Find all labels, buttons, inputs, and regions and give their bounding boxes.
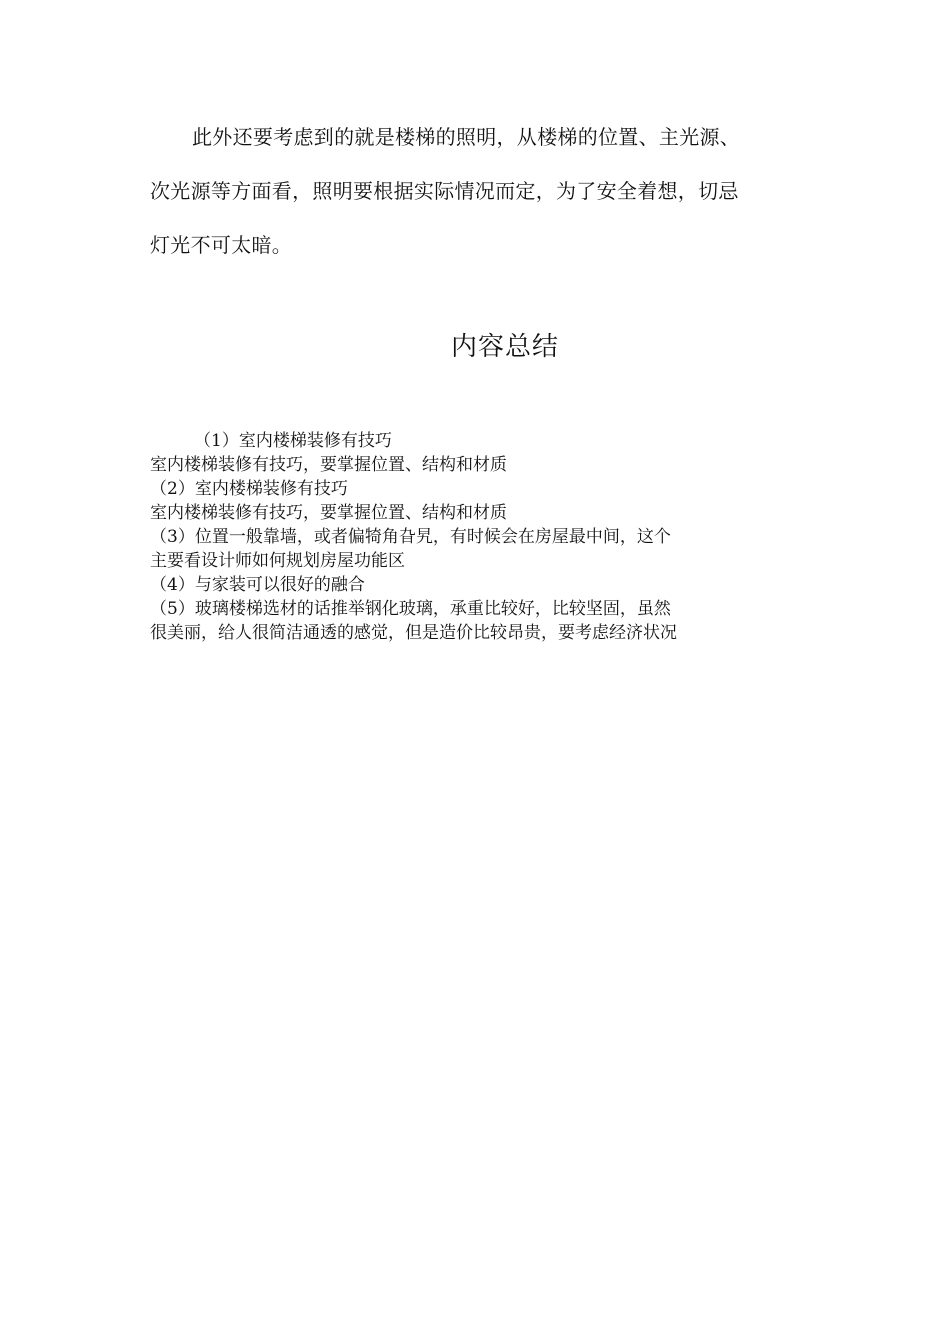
summary-line: 很美丽，给人很简洁通透的感觉，但是造价比较昂贵，要考虑经济状况 (150, 623, 677, 643)
summary-line: 室内楼梯装修有技巧，要掌握位置、结构和材质 (150, 455, 507, 475)
summary-line: （5）玻璃楼梯选材的话推举钢化玻璃，承重比较好，比较坚固，虽然 (150, 599, 671, 619)
summary-heading: 内容总结 (450, 332, 559, 362)
summary-line: （2）室内楼梯装修有技巧 (150, 479, 348, 499)
intro-paragraph (150, 110, 810, 272)
summary-line: （3）位置一般靠墙，或者偏犄角旮旯，有时候会在房屋最中间，这个 (150, 527, 671, 547)
summary-line: 主要看设计师如何规划房屋功能区 (150, 551, 405, 571)
summary-line: （4）与家装可以很好的融合 (150, 575, 365, 595)
intro-line: 次光源等方面看，照明要根据实际情况而定，为了安全着想，切忌 (150, 179, 739, 203)
summary-line: （1）室内楼梯装修有技巧 (194, 431, 392, 451)
summary-list (150, 429, 810, 645)
summary-line: 室内楼梯装修有技巧，要掌握位置、结构和材质 (150, 503, 507, 523)
intro-line: 此外还要考虑到的就是楼梯的照明，从楼梯的位置、主光源、 (192, 125, 741, 149)
intro-line: 灯光不可太暗。 (150, 233, 293, 257)
